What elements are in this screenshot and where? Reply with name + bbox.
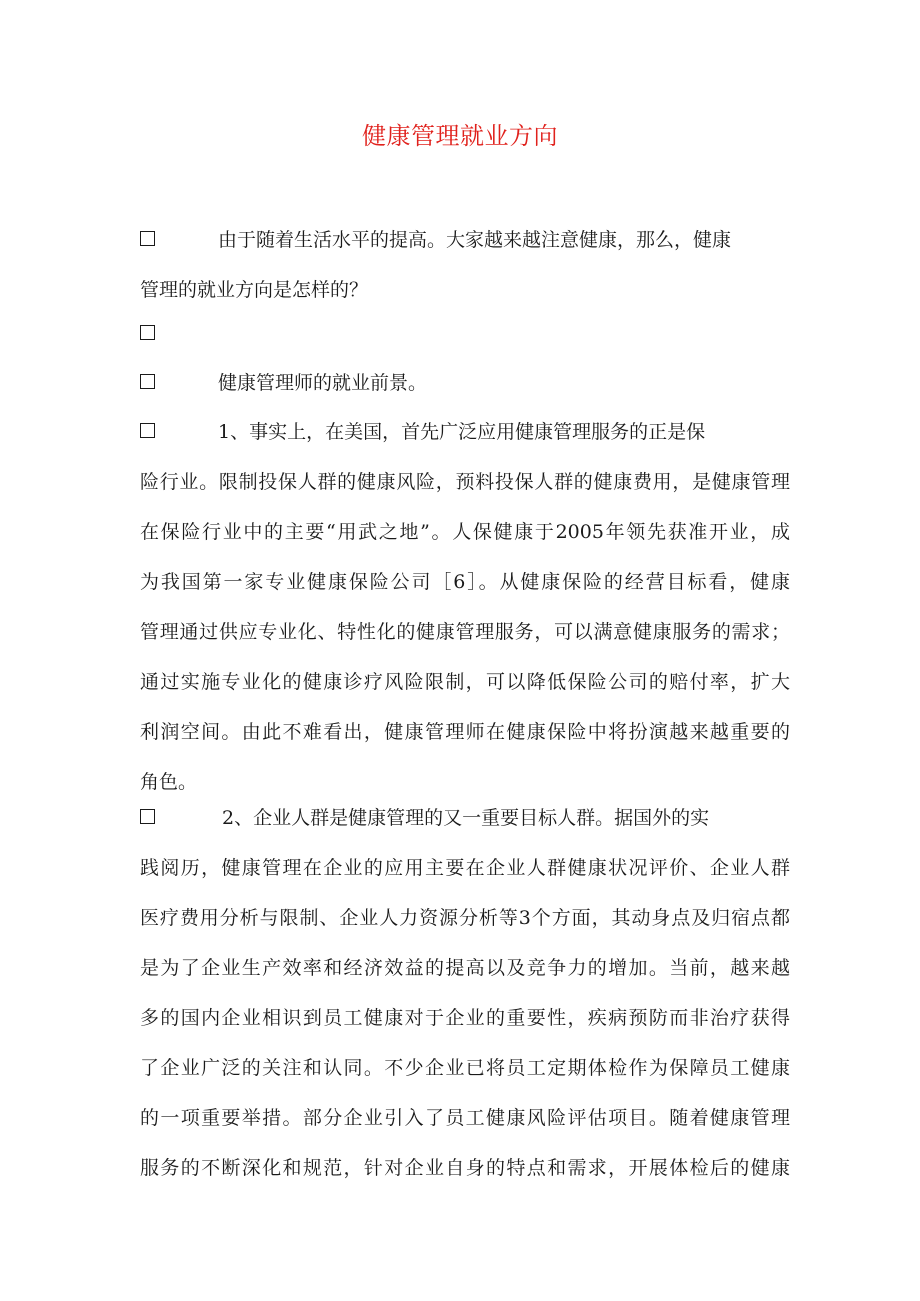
checkbox-icon xyxy=(140,423,155,438)
paragraph-3 xyxy=(140,371,790,421)
line-text: 为我国第一家专业健康保险公司［6］。从健康保险的经营目标看，健康 xyxy=(140,571,790,593)
line-text: 服务的不断深化和规范，针对企业自身的特点和需求，开展体检后的健康 xyxy=(140,1157,790,1179)
line-text: 管理通过供应专业化、特性化的健康管理服务，可以满意健康服务的需求； xyxy=(140,621,790,643)
line-text: 1、事实上，在美国，首先广泛应用健康管理服务的正是保 xyxy=(218,421,706,443)
line-text: 了企业广泛的关注和认同。不少企业已将员工定期体检作为保障员工健康 xyxy=(140,1057,790,1079)
paragraph-first-line xyxy=(140,322,790,346)
line-text: 践阅历，健康管理在企业的应用主要在企业人群健康状况评价、企业人群 xyxy=(140,857,790,879)
document-title: 健康管理就业方向 xyxy=(362,122,558,150)
checkbox-icon xyxy=(140,231,155,246)
line-text: 在保险行业中的主要“用武之地”。人保健康于2005年领先获准开业，成 xyxy=(140,521,790,543)
checkbox-icon xyxy=(140,325,155,340)
paragraph-first-line xyxy=(140,228,790,252)
line-text: 通过实施专业化的健康诊疗风险限制，可以降低保险公司的赔付率，扩大 xyxy=(140,671,790,693)
checkbox-icon xyxy=(140,809,155,824)
line-text: 利润空间。由此不难看出，健康管理师在健康保险中将扮演越来越重要的 xyxy=(140,721,790,743)
checkbox-icon xyxy=(140,374,155,389)
paragraph-5 xyxy=(140,806,790,1206)
paragraph-1 xyxy=(140,228,790,328)
paragraph-4 xyxy=(140,420,790,820)
paragraph-first-line xyxy=(140,371,790,395)
line-text: 的一项重要举措。部分企业引入了员工健康风险评估项目。随着健康管理 xyxy=(140,1107,790,1129)
line-text: 健康管理师的就业前景。 xyxy=(218,372,428,394)
line-text: 由于随着生活水平的提高。大家越来越注意健康，那么，健康 xyxy=(218,229,732,251)
line-text: 险行业。限制投保人群的健康风险，预料投保人群的健康费用，是健康管理 xyxy=(140,471,790,493)
line-text: 多的国内企业相识到员工健康对于企业的重要性，疾病预防而非治疗获得 xyxy=(140,1007,790,1029)
line-text: 管理的就业方向是怎样的？ xyxy=(140,279,369,301)
paragraph-first-line xyxy=(140,806,790,830)
line-text: 2、企业人群是健康管理的又一重要目标人群。据国外的实 xyxy=(222,807,710,829)
paragraph-2 xyxy=(140,322,790,372)
line-text: 医疗费用分析与限制、企业人力资源分析等3个方面，其动身点及归宿点都 xyxy=(140,907,790,929)
line-text: 角色。 xyxy=(140,771,198,793)
paragraph-first-line xyxy=(140,420,790,444)
line-text: 是为了企业生产效率和经济效益的提高以及竞争力的增加。当前，越来越 xyxy=(140,957,790,979)
